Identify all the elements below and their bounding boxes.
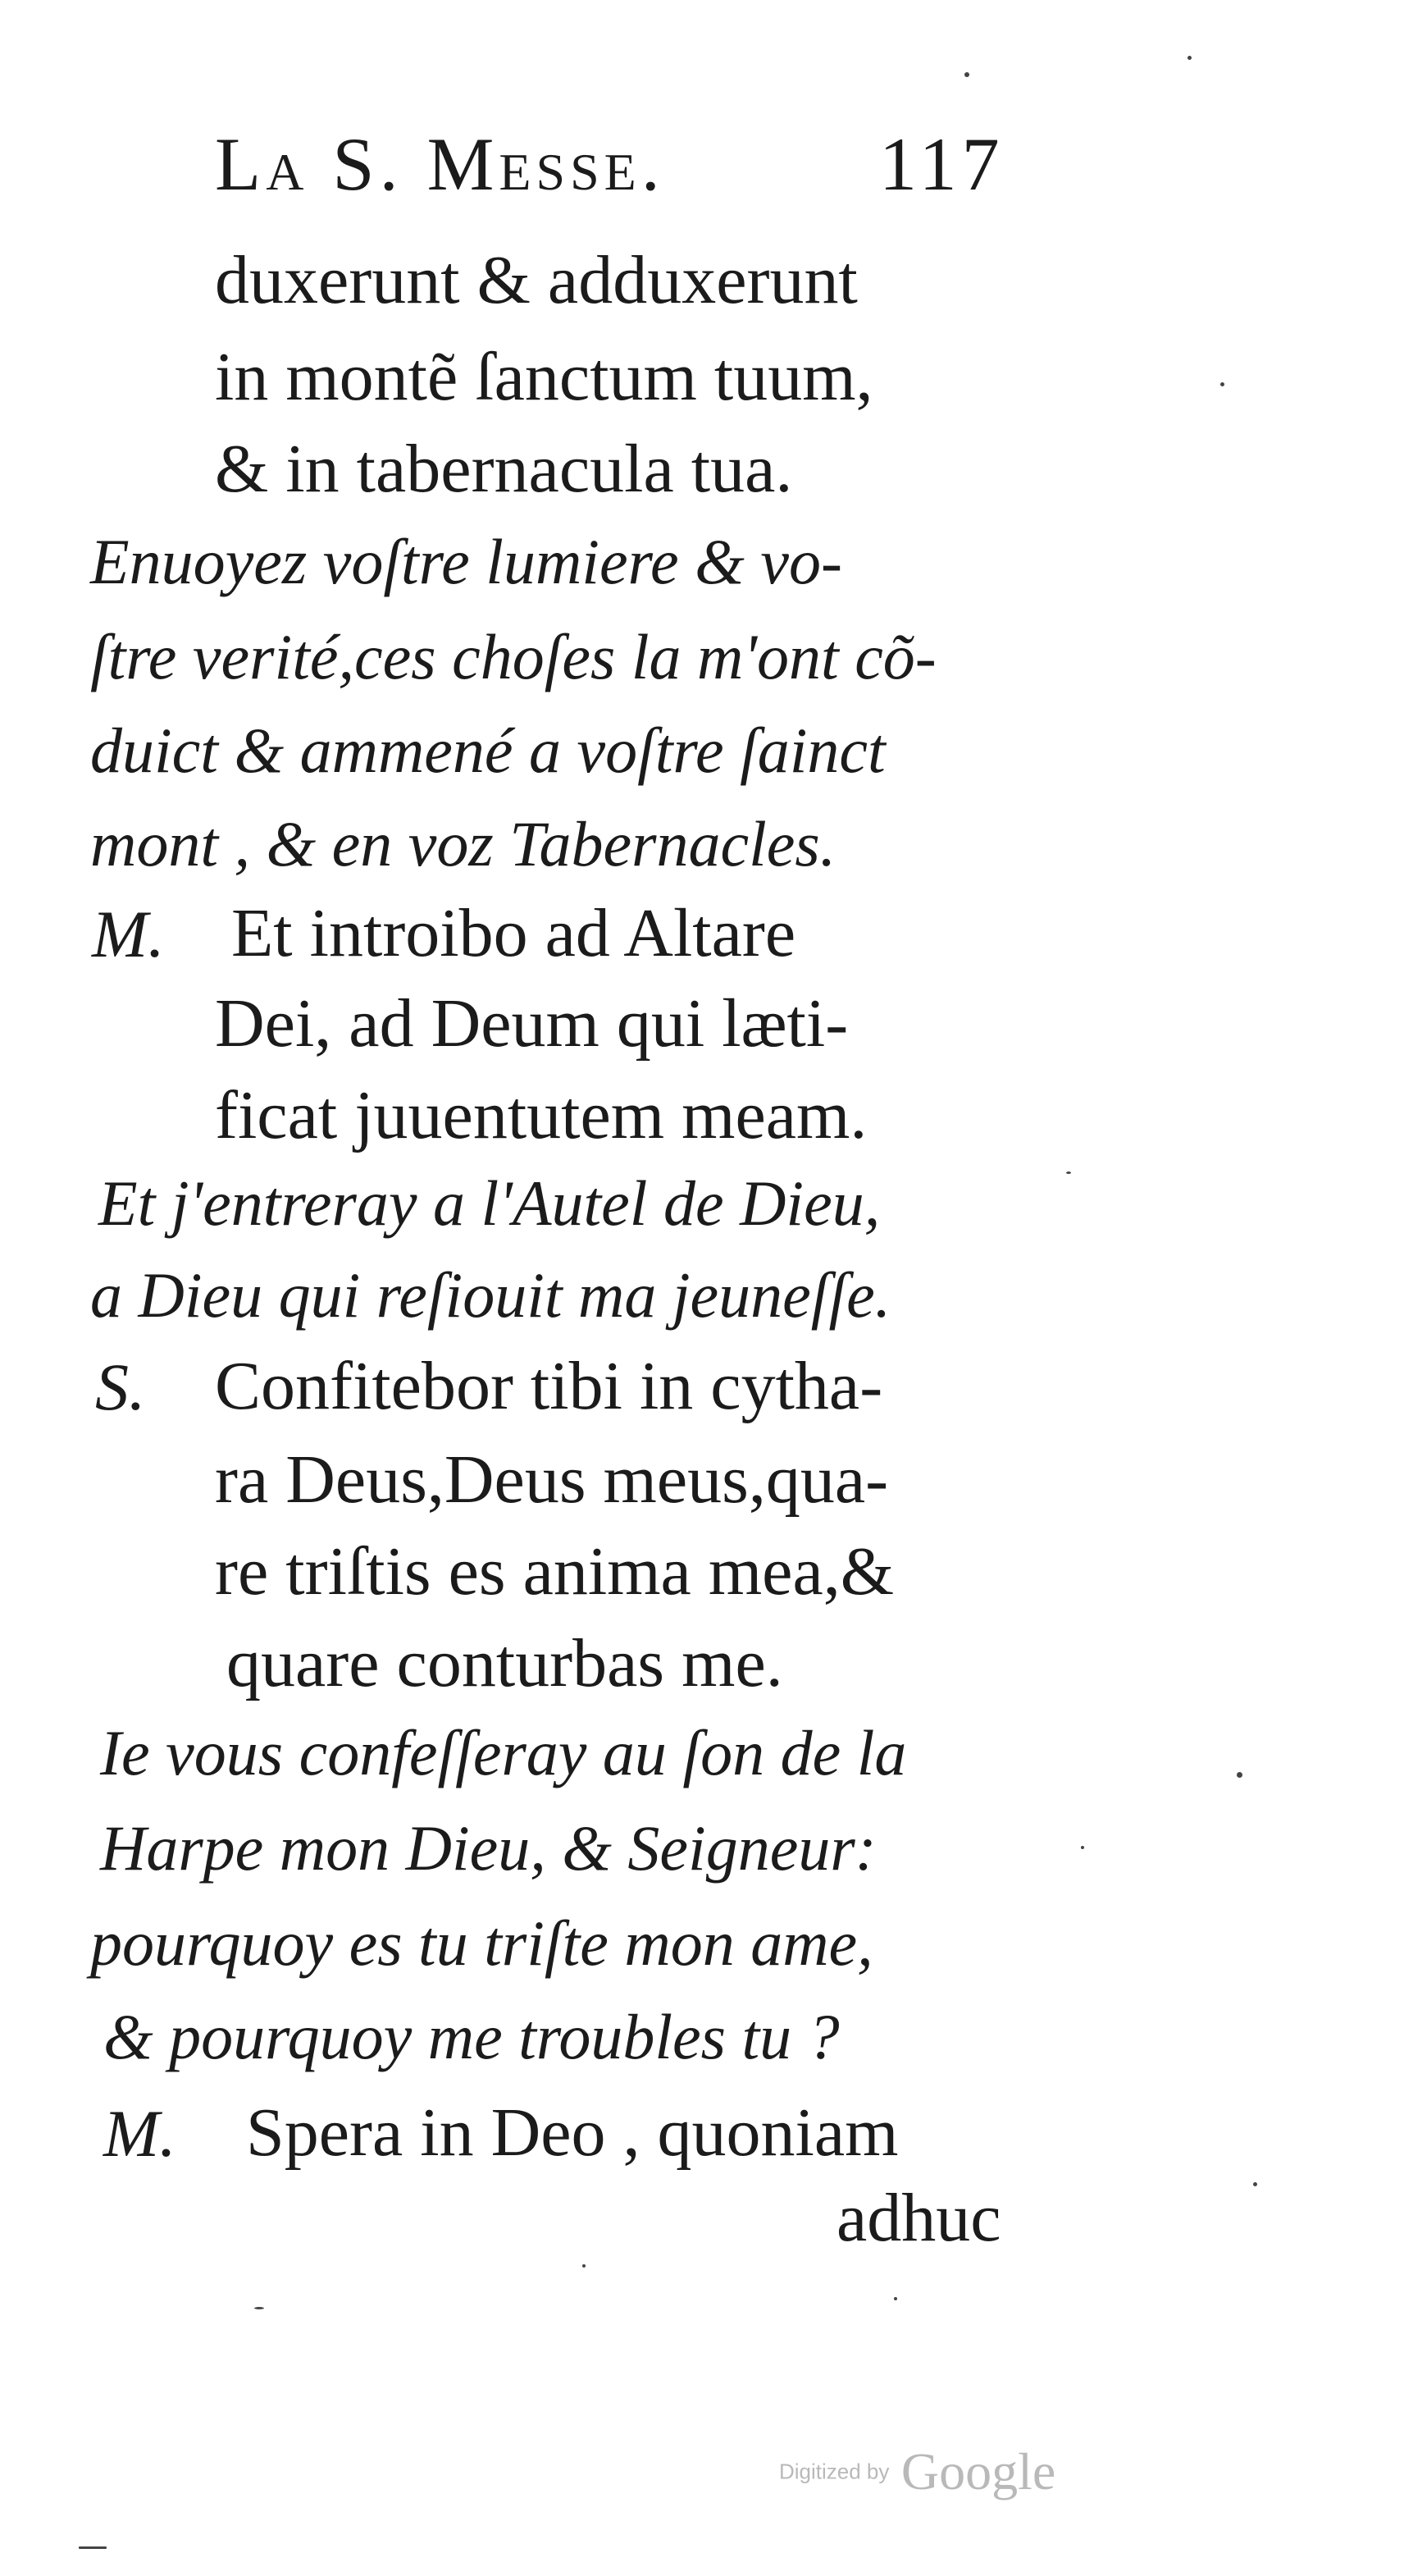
text-line: a Dieu qui reſiouit ma jeuneſſe. <box>90 1259 891 1331</box>
ink-speck <box>254 2307 264 2309</box>
header-title: La S. Messe. <box>215 122 665 206</box>
speaker-label: S. <box>95 1350 146 1424</box>
text-line: re triſtis es anima mea,& <box>215 1533 895 1610</box>
ink-speck <box>1066 1172 1071 1174</box>
text-line: quare conturbas me. <box>226 1625 783 1701</box>
text-line: Harpe mon Dieu, & Seigneur: <box>100 1812 877 1884</box>
text-line: in montẽ ſanctum tuum, <box>215 339 873 415</box>
google-wordmark: Google <box>900 2442 1056 2501</box>
text-line: Et j'entreray a l'Autel de Dieu, <box>98 1167 881 1239</box>
ink-speck <box>582 2264 586 2268</box>
ink-speck <box>1220 382 1224 386</box>
text-line: mont , & en voz Tabernacles. <box>90 808 836 879</box>
text-line: & in tabernacula tua. <box>215 431 793 507</box>
ink-speck <box>1081 1846 1084 1849</box>
text-line: Dei, ad Deum qui læti- <box>215 985 849 1062</box>
text-line: Spera in Deo , quoniam <box>246 2094 899 2171</box>
ink-speck <box>1187 56 1192 60</box>
ink-speck <box>79 2546 107 2549</box>
ink-speck <box>1237 1772 1242 1778</box>
speaker-label: M. <box>92 897 165 971</box>
text-line: Confitebor tibi in cytha- <box>215 1348 883 1424</box>
ink-speck <box>894 2297 897 2300</box>
speaker-label: M. <box>103 2096 176 2171</box>
text-line: ra Deus,Deus meus,qua- <box>215 1441 889 1518</box>
text-line: duict & ammené a voſtre ſainct <box>90 715 886 786</box>
text-line: & pourquoy me troubles tu ? <box>103 2001 840 2072</box>
text-line: duxerunt & adduxerunt <box>215 242 858 318</box>
running-header <box>215 115 1035 213</box>
text-line: ficat juuentutem meam. <box>215 1077 868 1153</box>
text-line: Enuoyez voſtre lumiere & vo- <box>90 526 842 597</box>
text-line: Ie vous confeſſeray au ſon de la <box>100 1717 907 1788</box>
page-number: 117 <box>879 122 1005 206</box>
ink-speck <box>1253 2182 1257 2186</box>
ink-speck <box>964 72 969 77</box>
text-line: Et introibo ad Altare <box>231 895 796 971</box>
digitized-by-label: Digitized by <box>779 2459 890 2484</box>
catchword: adhuc <box>836 2180 1001 2256</box>
digitized-watermark <box>779 2441 1055 2502</box>
text-line: pourquoy es tu triſte mon ame, <box>90 1907 873 1979</box>
text-line: ſtre verité,ces choſes la m'ont cõ- <box>90 621 937 692</box>
